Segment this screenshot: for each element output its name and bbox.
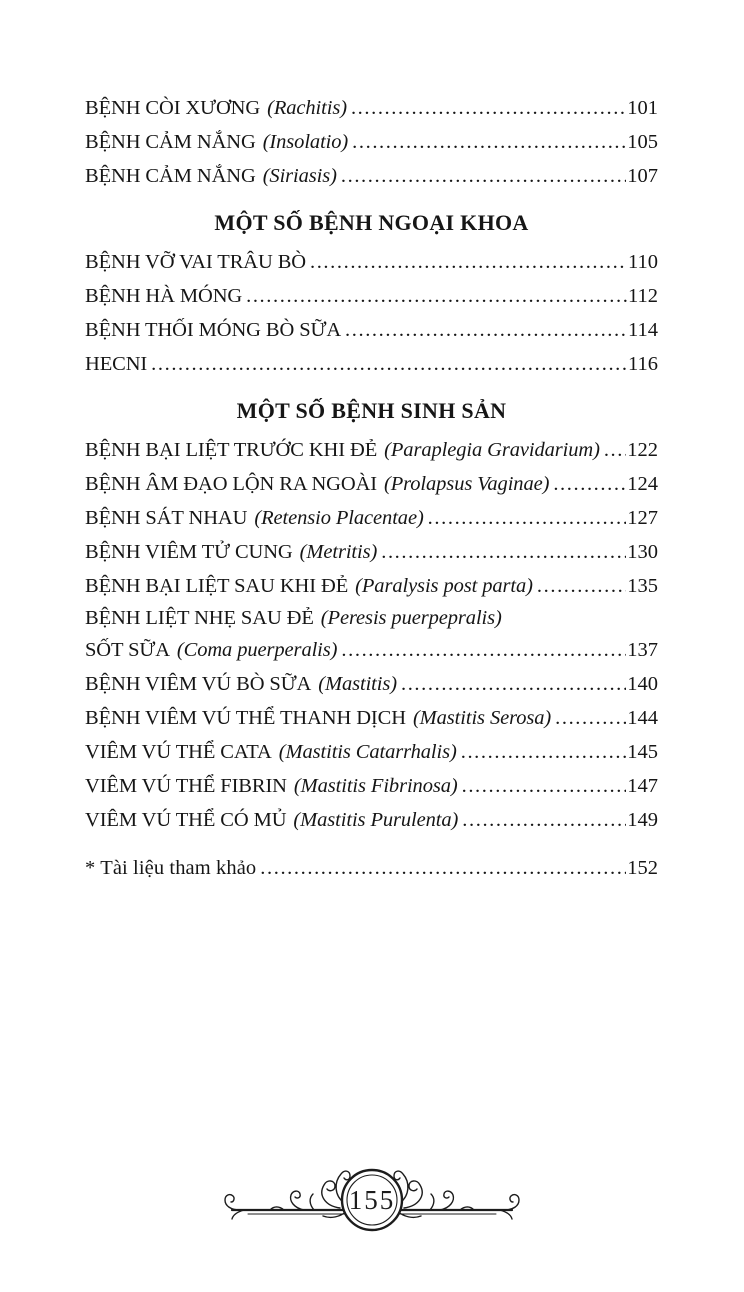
toc-entry-row xyxy=(85,125,658,159)
reference-page-number: 152 xyxy=(627,857,658,879)
entry-page-number: 140 xyxy=(627,673,658,695)
entry-page-number: 145 xyxy=(627,741,658,763)
entry-page-number: 112 xyxy=(628,285,658,307)
toc-entry-row xyxy=(85,701,658,735)
toc-entry-row xyxy=(85,279,658,313)
dot-leader xyxy=(549,467,626,501)
entry-title: BỆNH CẢM NẮNG xyxy=(85,131,256,153)
page-footer-ornament xyxy=(222,1158,522,1242)
entry-title: BỆNH VIÊM VÚ THỂ THANH DỊCH xyxy=(85,707,406,729)
section-heading: MỘT SỐ BỆNH NGOẠI KHOA xyxy=(214,210,529,235)
entry-page-number: 144 xyxy=(627,707,658,729)
entry-page-number: 110 xyxy=(628,251,658,273)
entry-latin-name: (Mastitis) xyxy=(318,673,397,695)
toc-entry-row xyxy=(85,569,658,603)
entry-latin-name: (Siriasis) xyxy=(262,165,337,187)
toc-entry-row xyxy=(85,433,658,467)
entry-latin-name: (Insolatio) xyxy=(262,131,349,153)
entry-title: VIÊM VÚ THỂ CÓ MỦ xyxy=(85,809,287,831)
entry-title: BỆNH ÂM ĐẠO LỘN RA NGOÀI xyxy=(85,473,377,495)
dot-leader xyxy=(600,433,626,467)
entry-page-number: 122 xyxy=(627,439,658,461)
entry-page-number: 147 xyxy=(627,775,658,797)
entry-title: BỆNH THỐI MÓNG BÒ SỮA xyxy=(85,319,342,341)
toc-entry-row xyxy=(85,769,658,803)
entry-latin-name: (Mastitis Fibrinosa) xyxy=(293,775,458,797)
dot-leader xyxy=(458,803,626,837)
entry-title: VIÊM VÚ THỂ CATA xyxy=(85,741,272,763)
dot-leader xyxy=(306,245,627,279)
dot-leader xyxy=(337,159,626,193)
toc-entry-row xyxy=(85,633,658,667)
dot-leader xyxy=(397,667,626,701)
entry-title: BỆNH BẠI LIỆT TRƯỚC KHI ĐẺ xyxy=(85,439,378,461)
entry-latin-name: (Metritis) xyxy=(299,541,378,563)
entry-latin-name: (Paraplegia Gravidarium) xyxy=(384,439,600,461)
dot-leader xyxy=(551,701,626,735)
ornament-flourish-icon xyxy=(222,1158,522,1242)
entry-page-number: 114 xyxy=(628,319,658,341)
dot-leader xyxy=(337,633,626,667)
section-heading: MỘT SỐ BỆNH SINH SẢN xyxy=(236,398,507,423)
entry-title: BỆNH CẢM NẮNG xyxy=(85,165,256,187)
entry-latin-name: (Coma puerperalis) xyxy=(176,639,338,661)
entry-latin-name: (Paralysis post parta) xyxy=(355,575,533,597)
entry-page-number: 101 xyxy=(627,97,658,119)
toc-entry-row xyxy=(85,313,658,347)
entry-page-number: 130 xyxy=(627,541,658,563)
entry-title: SỐT SỮA xyxy=(85,639,170,661)
entry-title: BỆNH CÒI XƯƠNG xyxy=(85,97,261,119)
entry-latin-name: (Peresis puerpepralis) xyxy=(320,607,502,629)
entry-title: HECNI xyxy=(85,353,148,375)
entry-title: BỆNH VỠ VAI TRÂU BÒ xyxy=(85,251,306,273)
entry-title: VIÊM VÚ THỂ FIBRIN xyxy=(85,775,287,797)
entry-latin-name: (Mastitis Serosa) xyxy=(412,707,552,729)
entry-page-number: 127 xyxy=(627,507,658,529)
entry-page-number: 149 xyxy=(627,809,658,831)
toc-entry-row xyxy=(85,245,658,279)
dot-leader xyxy=(347,91,626,125)
entry-title: BỆNH VIÊM VÚ BÒ SỮA xyxy=(85,673,312,695)
entry-page-number: 116 xyxy=(628,353,658,375)
toc-entry-row xyxy=(85,91,658,125)
dot-leader xyxy=(458,769,627,803)
toc-list xyxy=(85,91,658,837)
dot-leader xyxy=(147,347,627,381)
entry-title: BỆNH LIỆT NHẸ SAU ĐẺ xyxy=(85,607,314,629)
entry-page-number: 107 xyxy=(627,165,658,187)
toc-entry-row xyxy=(85,735,658,769)
entry-latin-name: (Rachitis) xyxy=(267,97,347,119)
entry-page-number: 135 xyxy=(627,575,658,597)
dot-leader xyxy=(457,735,627,769)
toc-entry-row xyxy=(85,347,658,381)
dot-leader xyxy=(424,501,627,535)
entry-title: BỆNH BẠI LIỆT SAU KHI ĐẺ xyxy=(85,575,349,597)
entry-page-number: 124 xyxy=(627,473,658,495)
entry-page-number: 137 xyxy=(627,639,658,661)
reference-title: * Tài liệu tham khảo xyxy=(85,857,257,879)
dot-leader xyxy=(348,125,626,159)
toc-entry-row xyxy=(85,501,658,535)
toc-entry-row xyxy=(85,535,658,569)
dot-leader xyxy=(341,313,627,347)
toc-entry-row xyxy=(85,159,658,193)
entry-latin-name: (Mastitis Purulenta) xyxy=(293,809,459,831)
toc-entry-row xyxy=(85,467,658,501)
toc-entry-row xyxy=(85,667,658,701)
entry-latin-name: (Retensio Placentae) xyxy=(254,507,424,529)
dot-leader xyxy=(533,569,626,603)
entry-page-number: 105 xyxy=(627,131,658,153)
folio-page-number: 155 xyxy=(348,1185,396,1215)
entry-latin-name: (Prolapsus Vaginae) xyxy=(384,473,550,495)
entry-title: BỆNH VIÊM TỬ CUNG xyxy=(85,541,293,563)
entry-latin-name: (Mastitis Catarrhalis) xyxy=(278,741,457,763)
dot-leader xyxy=(377,535,626,569)
toc-entry-row xyxy=(85,603,658,633)
dot-leader xyxy=(242,279,627,313)
toc-entry-row xyxy=(85,803,658,837)
entry-title: BỆNH SÁT NHAU xyxy=(85,507,248,529)
toc-reference-row xyxy=(85,851,658,885)
dot-leader xyxy=(256,851,626,885)
entry-title: BỆNH HÀ MÓNG xyxy=(85,285,243,307)
